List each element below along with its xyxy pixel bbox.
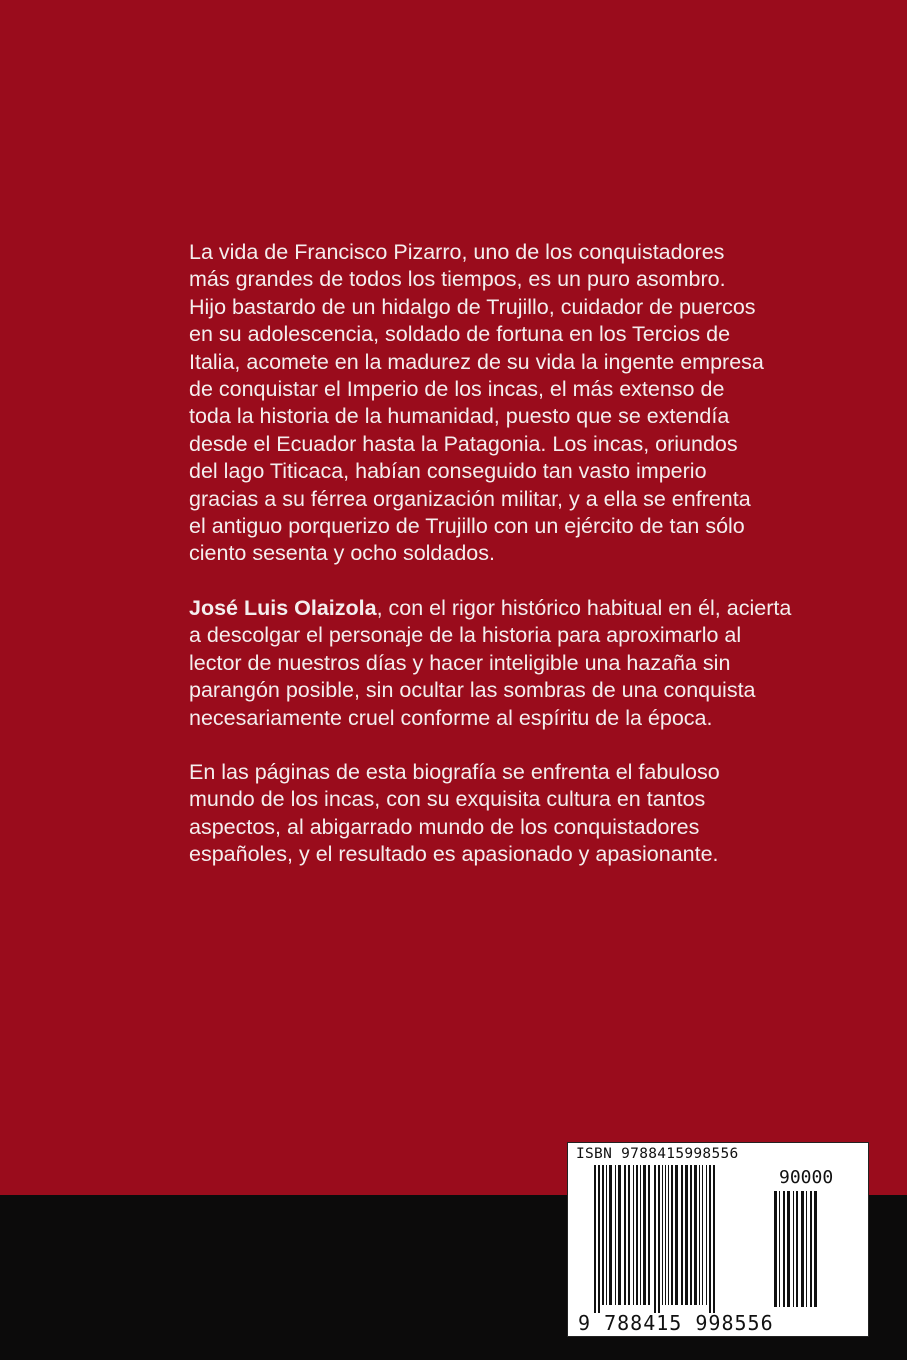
blurb-line: En las páginas de esta biografía se enfrenta el fabuloso bbox=[189, 759, 720, 784]
barcode-bar bbox=[801, 1191, 804, 1307]
barcode-bar bbox=[654, 1165, 656, 1313]
barcode-bar bbox=[640, 1165, 641, 1305]
blurb-line: en su adolescencia, soldado de fortuna en los Tercios de bbox=[189, 322, 731, 347]
barcode-bar bbox=[606, 1165, 607, 1305]
barcode-bar bbox=[618, 1165, 621, 1305]
blurb-paragraph-2 bbox=[189, 595, 809, 732]
barcode-bar bbox=[643, 1165, 646, 1305]
blurb-line: necesariamente cruel conforme al espíritu de la época. bbox=[189, 705, 713, 730]
blurb-line: Hijo bastardo de un hidalgo de Trujillo, cuidador de puercos bbox=[189, 294, 756, 319]
barcode-bar bbox=[662, 1165, 663, 1305]
barcode-bar bbox=[609, 1165, 612, 1305]
barcode-bar bbox=[615, 1165, 616, 1305]
blurb-line-rest: , con el rigor histórico habitual en él, acierta bbox=[376, 595, 792, 620]
blurb-line: Italia, acomete en la madurez de su vida la ingente empresa bbox=[189, 349, 764, 374]
barcode-bar bbox=[633, 1165, 634, 1305]
barcode-bar bbox=[709, 1165, 711, 1313]
blurb-line: más grandes de todos los tiempos, es un puro asombro. bbox=[189, 267, 726, 292]
barcode-digits: 9 788415 998556 bbox=[578, 1311, 774, 1335]
blurb-line: españoles, y el resultado es apasionado y apasionante. bbox=[189, 842, 719, 867]
blurb-line: el antiguo porquerizo de Trujillo con un ejército de tan sólo bbox=[189, 514, 745, 539]
barcode-bar bbox=[624, 1165, 626, 1305]
blurb-paragraph-1 bbox=[189, 239, 809, 568]
barcode-bar bbox=[706, 1165, 707, 1305]
blurb-paragraph-3 bbox=[189, 759, 809, 869]
barcode-bar bbox=[685, 1165, 688, 1305]
barcode-bar bbox=[594, 1165, 596, 1313]
blurb-line: toda la historia de la humanidad, puesto que se extendía bbox=[189, 404, 730, 429]
barcode-bar bbox=[694, 1165, 697, 1305]
barcode-bar bbox=[796, 1191, 798, 1307]
blurb-line: mundo de los incas, con su exquisita cultura en tantos bbox=[189, 787, 706, 812]
barcode-bar bbox=[602, 1165, 604, 1305]
barcode-bar bbox=[699, 1165, 700, 1305]
barcode-bar bbox=[668, 1165, 669, 1305]
barcode-bar bbox=[658, 1165, 660, 1313]
blurb-line: lector de nuestros días y hacer inteligible una hazaña sin bbox=[189, 650, 731, 675]
blurb-line: del lago Titicaca, habían conseguido tan vasto imperio bbox=[189, 459, 707, 484]
barcode-bar bbox=[702, 1165, 703, 1305]
barcode-bar bbox=[806, 1191, 807, 1307]
barcode-bar bbox=[810, 1191, 812, 1307]
blurb-line: desde el Ecuador hasta la Patagonia. Los incas, oriundos bbox=[189, 431, 738, 456]
blurb-line: parangón posible, sin ocultar las sombras de una conquista bbox=[189, 678, 756, 703]
barcode-bar bbox=[671, 1165, 673, 1305]
barcode-bar bbox=[648, 1165, 650, 1305]
barcode-bar bbox=[681, 1165, 683, 1305]
barcode-bar bbox=[783, 1191, 785, 1307]
barcode-bar bbox=[675, 1165, 678, 1305]
barcode-bar bbox=[779, 1191, 780, 1307]
blurb-line: gracias a su férrea organización militar, y a ella se enfrenta bbox=[189, 486, 751, 511]
isbn-label: ISBN 9788415998556 bbox=[576, 1146, 739, 1162]
barcode-bar bbox=[814, 1191, 817, 1307]
blurb-line: ciento sesenta y ocho soldados. bbox=[189, 541, 495, 566]
isbn-barcode bbox=[567, 1142, 869, 1337]
barcode-bar bbox=[793, 1191, 794, 1307]
barcode-bar bbox=[636, 1165, 638, 1305]
blurb-line bbox=[189, 595, 809, 622]
barcode-bar bbox=[598, 1165, 600, 1313]
barcode-bar bbox=[690, 1165, 692, 1305]
price-code: 90000 bbox=[779, 1167, 834, 1188]
barcode-bar bbox=[713, 1165, 715, 1313]
blurb-line: La vida de Francisco Pizarro, uno de los conquistadores bbox=[189, 240, 725, 264]
author-name: José Luis Olaizola bbox=[189, 595, 377, 620]
blurb-line: aspectos, al abigarrado mundo de los conquistadores bbox=[189, 814, 700, 839]
barcode-bar bbox=[787, 1191, 790, 1307]
back-cover-blurb bbox=[189, 239, 809, 896]
barcode-bar bbox=[774, 1191, 777, 1307]
blurb-line: a descolgar el personaje de la historia para aproximarlo al bbox=[189, 623, 742, 648]
barcode-bar bbox=[628, 1165, 630, 1305]
barcode-bar bbox=[665, 1165, 666, 1305]
blurb-line: de conquistar el Imperio de los incas, el más extenso de bbox=[189, 377, 725, 402]
